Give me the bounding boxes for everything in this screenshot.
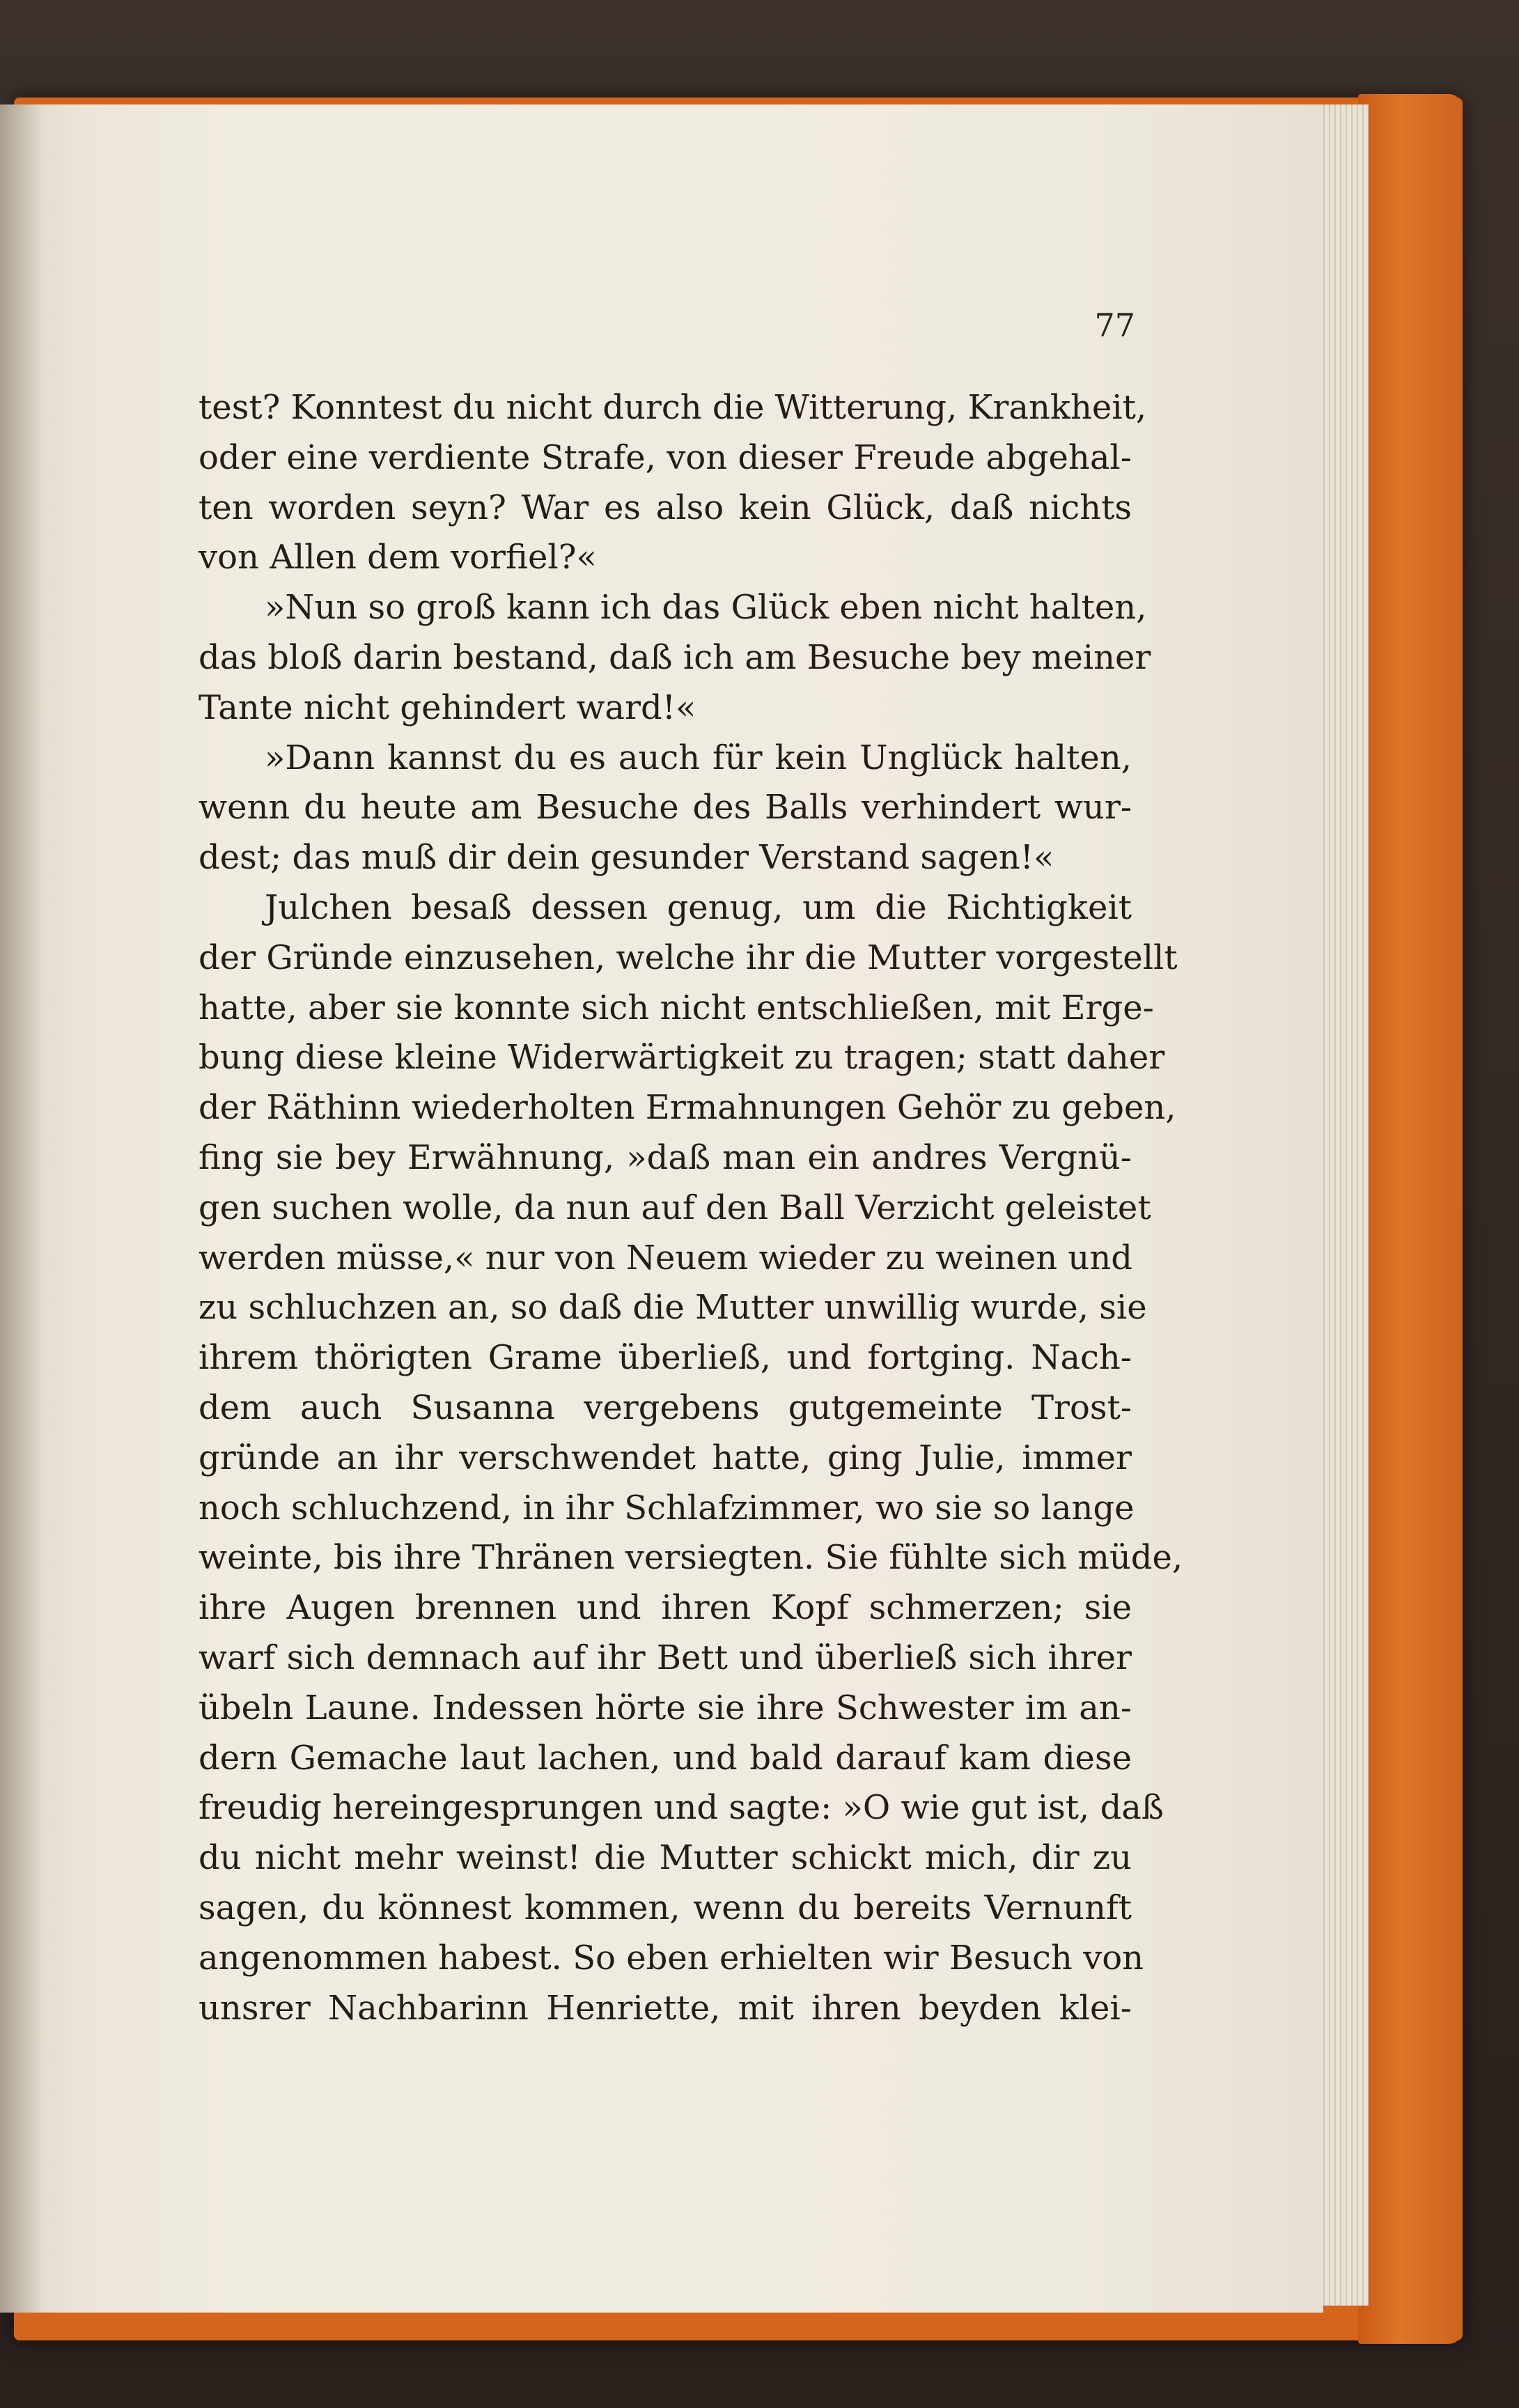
text-line: sagen, du könnest kommen, wenn du bereits Vernunft [198, 1888, 1132, 1927]
text-line: unsrer Nachbarinn Henriette, mit ihren beyden klei- [198, 1988, 1132, 2028]
text-line: noch schluchzend, in ihr Schlafzimmer, wo sie so lange [198, 1488, 1135, 1528]
text-line: du nicht mehr weinst! die Mutter schickt mich, dir zu [198, 1838, 1132, 1878]
cover-edge [1358, 94, 1463, 2344]
text-line: ten worden seyn? War es also kein Glück, daß nichts [198, 488, 1132, 527]
text-line: test? Konntest du nicht durch die Witterung, Krankheit, [198, 388, 1147, 427]
text-line: werden müsse,« nur von Neuem wieder zu weinen und [198, 1238, 1132, 1277]
text-line: das bloß darin bestand, daß ich am Besuche bey meiner [198, 637, 1151, 677]
text-line: warf sich demnach auf ihr Bett und überließ sich ihrer [198, 1638, 1132, 1677]
text-line: freudig hereingesprungen und sagte: »O wie gut ist, daß [198, 1788, 1164, 1828]
text-line: ihre Augen brennen und ihren Kopf schmerzen; sie [198, 1588, 1132, 1628]
text-line: weinte, bis ihre Thränen versiegten. Sie fühlte sich müde, [198, 1538, 1183, 1578]
text-line: »Dann kannst du es auch für kein Unglück halten, [265, 738, 1132, 777]
text-line: angenommen habest. So eben erhielten wir Besuch von [198, 1938, 1144, 1978]
text-line: fing sie bey Erwähnung, »daß man ein andres Vergnü- [198, 1137, 1132, 1177]
text-line: bung diese kleine Widerwärtigkeit zu tragen; statt daher [198, 1038, 1165, 1078]
text-line: von Allen dem vorfiel?« [198, 538, 597, 577]
body-text [198, 383, 1183, 2033]
text-line: gen suchen wolle, da nun auf den Ball Verzicht geleistet [198, 1188, 1151, 1227]
text-line: hatte, aber sie konnte sich nicht entschließen, mit Erge- [198, 988, 1154, 1027]
text-line: dest; das muß dir dein gesunder Verstand sagen!« [198, 838, 1054, 878]
text-line: dern Gemache laut lachen, und bald darauf kam diese [198, 1738, 1132, 1778]
text-line: der Räthinn wiederholten Ermahnungen Gehör zu geben, [198, 1088, 1176, 1128]
text-line: der Gründe einzusehen, welche ihr die Mutter vorgestellt [198, 938, 1178, 977]
text-line: übeln Laune. Indessen hörte sie ihre Schwester im an- [198, 1688, 1132, 1727]
text-line: Julchen besaß dessen genug, um die Richtigkeit [265, 887, 1132, 927]
text-line: ihrem thörigten Grame überließ, und fortging. Nach- [198, 1338, 1132, 1378]
text-line: dem auch Susanna vergebens gutgemeinte Trost- [198, 1388, 1132, 1427]
text-line: zu schluchzen an, so daß die Mutter unwillig wurde, sie [198, 1288, 1147, 1328]
gutter-shadow [0, 104, 42, 2313]
text-line: gründe an ihr verschwendet hatte, ging Julie, immer [198, 1438, 1132, 1477]
text-line: oder eine verdiente Strafe, von dieser Freude abgehal- [198, 437, 1132, 477]
page-number: 77 [1094, 306, 1135, 344]
text-line: »Nun so groß kann ich das Glück eben nicht halten, [265, 588, 1147, 628]
text-line: wenn du heute am Besuche des Balls verhindert wur- [198, 788, 1132, 828]
text-line: Tante nicht gehindert ward!« [198, 688, 696, 727]
